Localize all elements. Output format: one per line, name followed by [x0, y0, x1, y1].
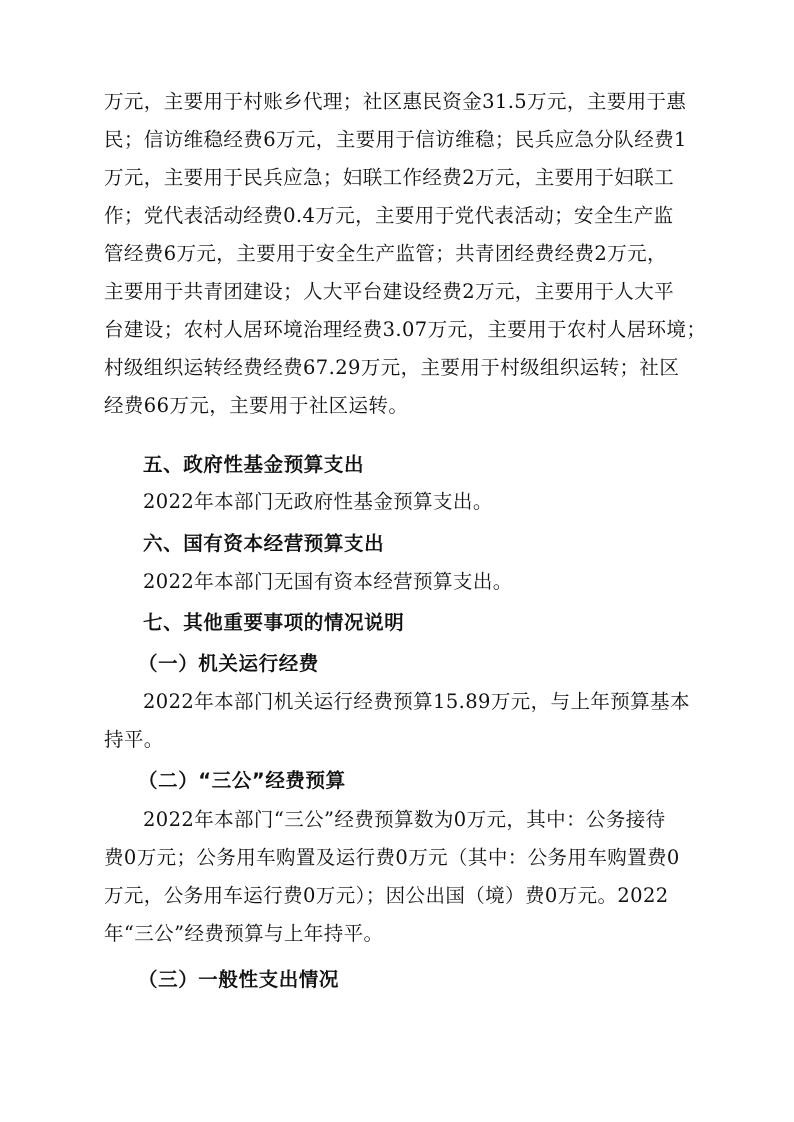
paragraph-line: 村级组织运转经费经费67.29万元，主要用于村级组织运转；社区	[104, 356, 680, 379]
paragraph-line: 费0万元；公务用车购置及运行费0万元（其中：公务用车购置费0	[104, 846, 680, 869]
paragraph-line: 万元，主要用于民兵应急；妇联工作经费2万元，主要用于妇联工	[104, 166, 675, 189]
subsection-2-body	[104, 801, 694, 953]
section-heading-5: 五、政府性基金预算支出	[143, 453, 365, 476]
subsection-heading-3: （三）一般性支出情况	[138, 968, 340, 991]
subsection-heading-2: （二）“三公”经费预算	[138, 769, 346, 792]
section-6-body	[143, 563, 733, 601]
paragraph-line: 作；党代表活动经费0.4万元，主要用于党代表活动；安全生产监	[104, 204, 674, 227]
subsection-heading-1: （一）机关运行经费	[138, 652, 319, 675]
paragraph-line: 主要用于共青团建设；人大平台建设经费2万元，主要用于人大平	[104, 280, 675, 303]
paragraph-line: 持平。	[104, 728, 164, 751]
paragraph-line: 万元，主要用于村账乡代理；社区惠民资金31.5万元，主要用于惠	[104, 90, 687, 113]
continuation-paragraph	[104, 83, 707, 425]
paragraph-line: 管经费6万元，主要用于安全生产监管；共青团经费经费2万元，	[104, 242, 667, 265]
paragraph-line: 经费66万元，主要用于社区运转。	[104, 394, 409, 417]
paragraph-line: 2022年本部门“三公”经费预算数为0万元，其中：公务接待	[143, 808, 666, 831]
section-5-body	[143, 483, 733, 521]
paragraph-line: 万元，公务用车运行费0万元）；因公出国（境）费0万元。2022	[104, 884, 669, 907]
section-heading-7: 七、其他重要事项的情况说明	[143, 611, 405, 634]
paragraph-line: 年“三公”经费预算与上年持平。	[104, 922, 384, 945]
paragraph-line: 台建设；农村人居环境治理经费3.07万元，主要用于农村人居环境；	[104, 318, 707, 341]
subsection-1-body	[104, 683, 694, 759]
paragraph-line: 民；信访维稳经费6万元，主要用于信访维稳；民兵应急分队经费1	[104, 128, 687, 151]
paragraph-line: 2022年本部门无政府性基金预算支出。	[143, 490, 493, 513]
paragraph-line: 2022年本部门无国有资本经营预算支出。	[143, 570, 513, 593]
section-heading-6: 六、国有资本经营预算支出	[143, 532, 385, 555]
paragraph-line: 2022年本部门机关运行经费预算15.89万元，与上年预算基本	[143, 690, 690, 713]
